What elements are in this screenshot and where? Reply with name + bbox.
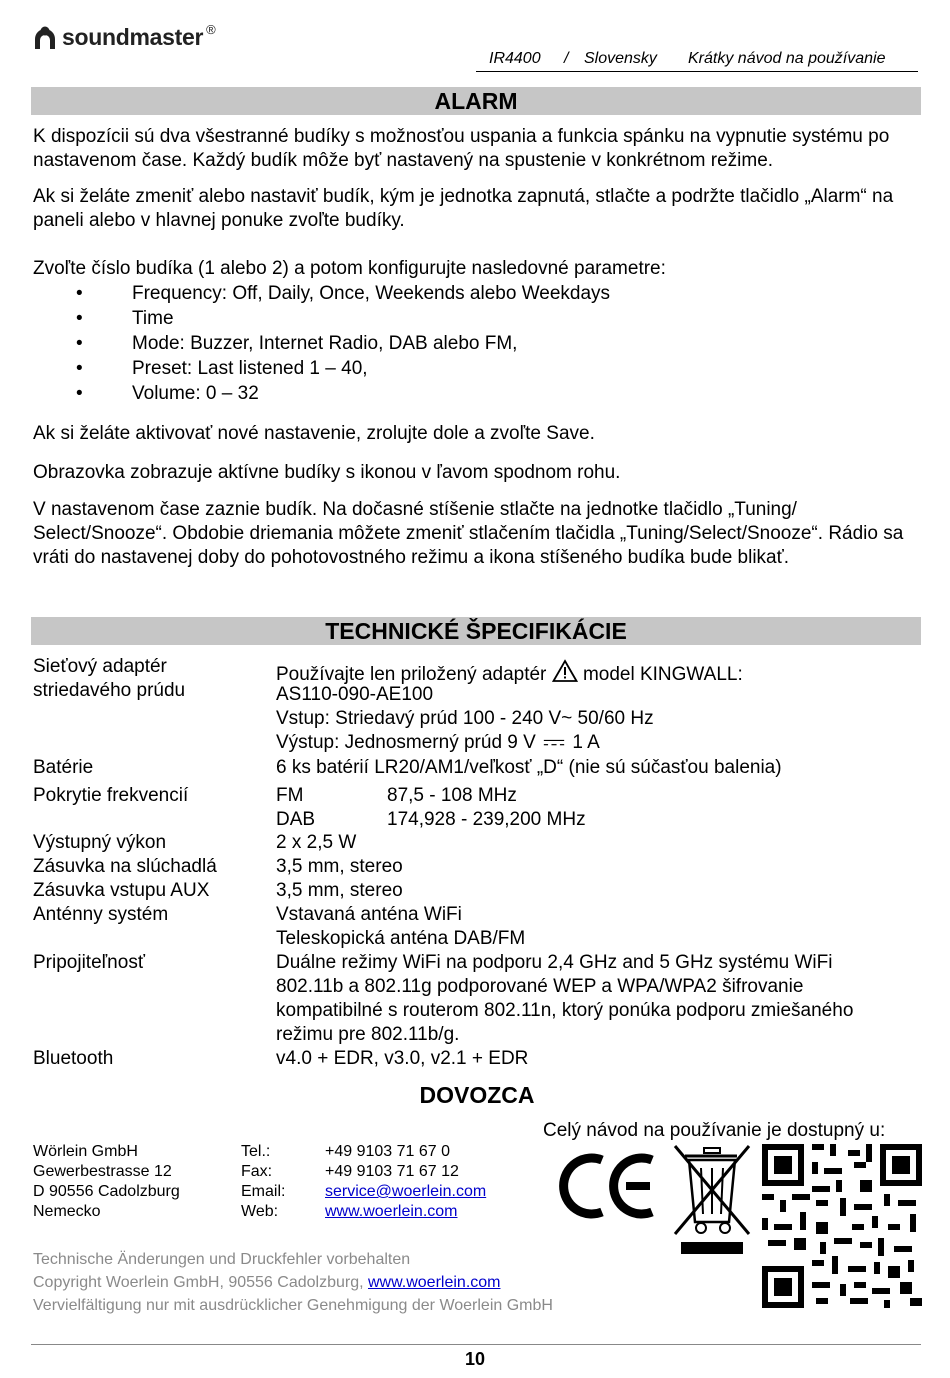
- footer-reproduction-notice: Vervielfältigung nur mit ausdrücklicher Genehmigung der Woerlein GmbH: [33, 1297, 553, 1314]
- weee-crossed-bin-icon: [671, 1142, 753, 1257]
- importer-heading: DOVOZCA: [282, 1081, 672, 1109]
- spec-fm-value: 87,5 - 108 MHz: [387, 785, 517, 806]
- footer-disclaimer: Technische Änderungen und Druckfehler vorbehalten: [33, 1251, 411, 1268]
- spec-value-antenna-2: Teleskopická anténa DAB/FM: [276, 928, 526, 949]
- spec-value-adapter-line3: Vstup: Striedavý prúd 100 - 240 V~ 50/60 Hz: [276, 708, 654, 729]
- spec-label-power: Výstupný výkon: [33, 832, 167, 853]
- warning-triangle-icon: [552, 659, 578, 683]
- alarm-paragraph-6: V nastavenom čase zaznie budík. Na dočasné stíšenie stlačte na jednotke tlačidlo „Tuning/ Select/Snooze“. Obdobie driemania môžete zmeniť stlačením tlačidla „Tuning/Select/Snooze“. Rádio sa vráti do nastavenej doby do pohotovostného režimu a ikona stíšeného budíka bude blikať.: [33, 499, 904, 568]
- spec-fm-label: FM: [276, 785, 304, 806]
- importer-address: Wörlein GmbH Gewerbestrasse 12 D 90556 Cadolzburg Nemecko: [33, 1143, 180, 1220]
- spec-label-bluetooth: Bluetooth: [33, 1048, 114, 1069]
- alarm-paragraph-2: Ak si želáte zmeniť alebo nastaviť budík, kým je jednotka zapnutá, stlačte a podržte tlačidlo „Alarm“ na paneli alebo v hlavnej ponuke zvoľte budíky.: [33, 186, 894, 231]
- importer-contact-labels: Tel.: Fax: Email: Web:: [241, 1143, 286, 1220]
- spec-label-antenna: Anténny systém: [33, 904, 169, 925]
- page-number: 10: [464, 1349, 486, 1369]
- spec-dab-label: DAB: [276, 809, 316, 830]
- website-link[interactable]: www.woerlein.com: [325, 1203, 458, 1220]
- spec-value-adapter-line1: Používajte len priložený adaptér model KINGWALL:: [276, 659, 743, 687]
- spec-value-power: 2 x 2,5 W: [276, 832, 357, 853]
- ce-mark-icon: [558, 1150, 658, 1222]
- spec-value-headphone: 3,5 mm, stereo: [276, 856, 403, 877]
- importer-contact-values: [325, 1142, 486, 1222]
- alarm-paragraph-3: Zvoľte číslo budíka (1 alebo 2) a potom konfigurujte nasledovné parametre:: [33, 258, 666, 279]
- doc-title: Krátky návod na používanie: [688, 50, 886, 67]
- footer-divider: [31, 1344, 921, 1345]
- spec-value-bluetooth: v4.0 + EDR, v3.0, v2.1 + EDR: [276, 1048, 529, 1069]
- header-separator: /: [564, 50, 569, 67]
- alarm-paragraph-1: K dispozícii sú dva všestranné budíky s možnosťou uspania a funkcia spánku na vypnutie systému po nastavenom čase. Každý budík môže byť nastavený na spustenie v konkrétnom režime.: [33, 126, 890, 171]
- spec-value-adapter-line2: AS110-090-AE100: [276, 684, 434, 705]
- model-name: IR4400: [489, 50, 541, 67]
- manual-availability-note: Celý návod na používanie je dostupný u:: [543, 1120, 886, 1141]
- fax-number: +49 9103 71 67 12: [325, 1163, 459, 1180]
- document-header: [476, 50, 918, 72]
- footer-website-link[interactable]: www.woerlein.com: [368, 1274, 501, 1291]
- alarm-paragraph-4: Ak si želáte aktivovať nové nastavenie, zrolujte dole a zvoľte Save.: [33, 423, 595, 444]
- spec-label-headphone: Zásuvka na slúchadlá: [33, 856, 217, 877]
- spec-label-frequency: Pokrytie frekvencií: [33, 785, 189, 806]
- spec-label-connectivity: Pripojiteľnosť: [33, 952, 145, 973]
- email-link[interactable]: service@woerlein.com: [325, 1183, 487, 1200]
- soundmaster-logo-icon: [32, 25, 58, 51]
- spec-value-connectivity: Duálne režimy WiFi na podporu 2,4 GHz and 5 GHz systému WiFi 802.11b a 802.11g podporované WEP a WPA/WPA2 šifrovanie kompatibilné s routerom 802.11n, ktorý ponúka podporu zmiešaného režimu pre 802.11b/g.: [276, 952, 854, 1045]
- qr-code[interactable]: [760, 1142, 924, 1310]
- spec-dab-value: 174,928 - 239,200 MHz: [387, 809, 586, 830]
- spec-label-adapter: Sieťový adaptér striedavého prúdu: [33, 656, 186, 701]
- spec-value-adapter-line4: Výstup: Jednosmerný prúd 9 V 1 A: [276, 732, 600, 753]
- language-label: Slovensky: [584, 50, 657, 67]
- dc-symbol-icon: [543, 738, 565, 748]
- alarm-paragraph-5: Obrazovka zobrazuje aktívne budíky s ikonou v ľavom spodnom rohu.: [33, 462, 621, 483]
- spec-value-battery: 6 ks batérií LR20/AM1/veľkosť „D“ (nie sú súčasťou balenia): [276, 757, 782, 778]
- brand-logo: [32, 24, 215, 51]
- spec-label-aux: Zásuvka vstupu AUX: [33, 880, 210, 901]
- footer-copyright: Copyright Woerlein GmbH, 90556 Cadolzburg, www.woerlein.com: [33, 1274, 501, 1291]
- spec-label-battery: Batérie: [33, 757, 94, 778]
- specs-heading: TECHNICKÉ ŠPECIFIKÁCIE: [31, 617, 921, 645]
- spec-value-antenna-1: Vstavaná anténa WiFi: [276, 904, 462, 925]
- brand-name: soundmaster ®: [62, 22, 216, 50]
- phone-number: +49 9103 71 67 0: [325, 1143, 451, 1160]
- spec-value-aux: 3,5 mm, stereo: [276, 880, 403, 901]
- alarm-heading: ALARM: [31, 87, 921, 115]
